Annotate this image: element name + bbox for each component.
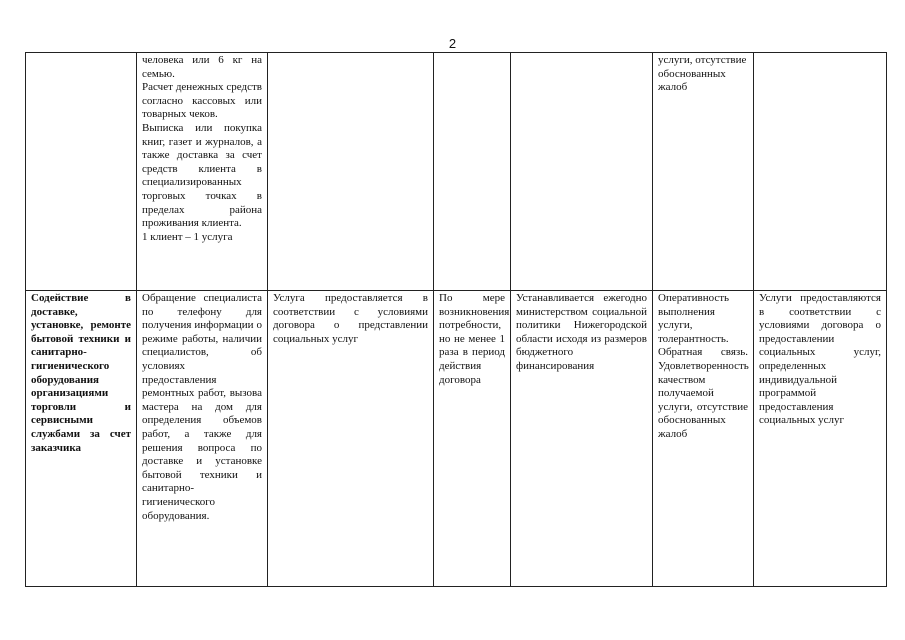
table-row bbox=[26, 291, 887, 587]
services-table bbox=[25, 52, 887, 587]
page-number: 2 bbox=[448, 36, 457, 51]
service-name-cell: Содействие в доставке, установке, ремонте бытовой техники и санитарно-гигиенического оборудования организациями торговли и сервисными службами за счет заказчика bbox=[26, 291, 137, 587]
table-row bbox=[26, 53, 887, 291]
paragraph: 1 клиент – 1 услуга bbox=[142, 230, 233, 243]
service-content-cell: Обращение специалиста по телефону для получения информации о режиме работы, наличии специалистов, об условиях предоставления ремонтных работ, вызова мастера на дом для определения объемов работ, а также для решения вопроса по доставке и установке бытовой техники и санитарно-гигиенического оборудования. bbox=[137, 291, 268, 587]
service-content-cell bbox=[137, 53, 268, 291]
cost-cell bbox=[511, 53, 653, 291]
paragraph: Расчет денежных средств согласно кассовых или товарных чеков. bbox=[142, 81, 262, 121]
paragraph: Выписка или покупка книг, газет и журналов, а также доставка за счет средств клиента в специализированных торговых точках в пределах района проживания клиента. bbox=[142, 121, 262, 230]
conditions-cell bbox=[268, 53, 434, 291]
paragraph: человека или 6 кг на семью. bbox=[142, 54, 262, 80]
frequency-cell: По мере возникновения потребности, но не менее 1 раза в период действия договора bbox=[434, 291, 511, 587]
notes-cell bbox=[754, 53, 887, 291]
quality-cell: Оперативность выполнения услуги, толерантность. Обратная связь. Удовлетворенность качеством получаемой услуги, отсутствие обоснованных жалоб bbox=[653, 291, 754, 587]
notes-cell: Услуги предоставляются в соответствии с условиями договора о предоставлении социальных услуг, определенных индивидуальной программой предоставления социальных услуг bbox=[754, 291, 887, 587]
service-name-cell bbox=[26, 53, 137, 291]
cost-cell: Устанавливается ежегодно министерством социальной политики Нижегородской области исходя из размеров бюджетного финансирования bbox=[511, 291, 653, 587]
frequency-cell bbox=[434, 53, 511, 291]
conditions-cell: Услуга предоставляется в соответствии с условиями договора о представлении социальных услуг bbox=[268, 291, 434, 587]
quality-cell: услуги, отсутствие обоснованных жалоб bbox=[653, 53, 754, 291]
